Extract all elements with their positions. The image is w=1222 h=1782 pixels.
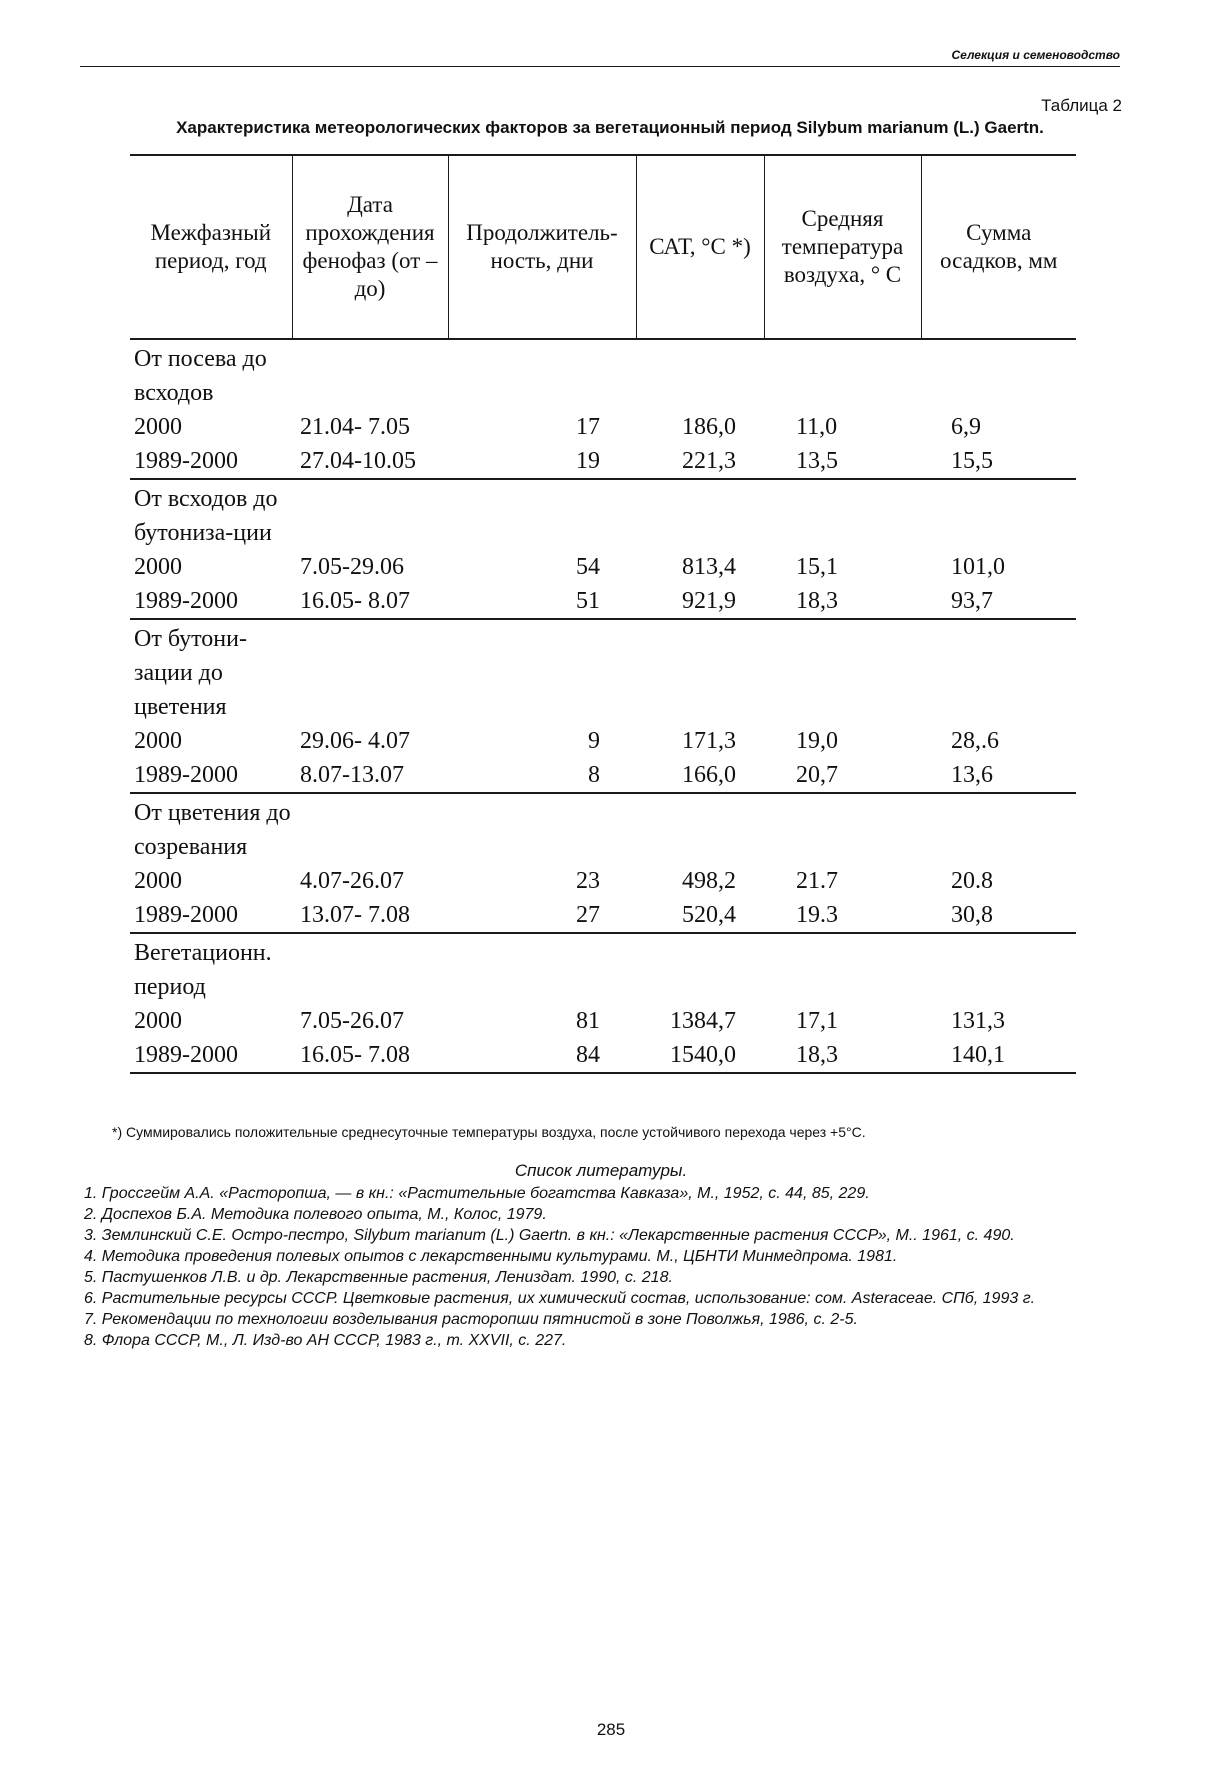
duration-cell: 19 bbox=[448, 444, 636, 479]
phase-row bbox=[130, 339, 1076, 410]
phase-row bbox=[130, 619, 1076, 724]
period-cell: 1989-2000 bbox=[130, 1038, 292, 1073]
duration-cell: 84 bbox=[448, 1038, 636, 1073]
temperature-cell: 19,0 bbox=[796, 728, 838, 754]
table-row bbox=[130, 1004, 1076, 1038]
empty-cell bbox=[636, 933, 764, 1004]
table-title: Характеристика метеорологических факторов за вегетационный период Silybum marianum (L.) Gaertn. bbox=[176, 118, 1044, 137]
precipitation-cell: 6,9 bbox=[951, 414, 981, 440]
phase-row bbox=[130, 793, 1076, 864]
dates-cell: 7.05-26.07 bbox=[300, 1008, 404, 1034]
table-header-row bbox=[130, 155, 1076, 339]
sat-cell: 498,2 bbox=[682, 868, 736, 894]
table-row bbox=[130, 724, 1076, 758]
column-header: Дата прохождения фенофаз (от – до) bbox=[292, 155, 448, 339]
precipitation-cell: 140,1 bbox=[921, 1038, 1076, 1073]
column-header: Межфазный период, год bbox=[130, 155, 292, 339]
column-header: САТ, °С *) bbox=[636, 155, 764, 339]
empty-cell bbox=[764, 479, 921, 550]
empty-cell bbox=[636, 479, 764, 550]
temperature-cell: 13,5 bbox=[764, 444, 921, 479]
period-cell: 2000 bbox=[134, 868, 182, 894]
empty-cell bbox=[921, 793, 1076, 864]
dates-cell: 4.07-26.07 bbox=[300, 868, 404, 894]
sat-cell: 921,9 bbox=[636, 584, 764, 619]
dates-cell: 21.04- 7.05 bbox=[300, 414, 410, 440]
duration-cell: 27 bbox=[448, 898, 636, 933]
table-row bbox=[130, 864, 1076, 898]
temperature-cell: 19.3 bbox=[764, 898, 921, 933]
empty-cell bbox=[448, 793, 636, 864]
precipitation-cell: 131,3 bbox=[951, 1008, 1005, 1034]
precipitation-cell: 93,7 bbox=[921, 584, 1076, 619]
temperature-cell: 15,1 bbox=[796, 554, 838, 580]
column-header: Средняя температура воздуха, ° С bbox=[764, 155, 921, 339]
empty-cell bbox=[636, 619, 764, 724]
empty-cell bbox=[292, 339, 448, 410]
dates-cell: 16.05- 7.08 bbox=[292, 1038, 448, 1073]
empty-cell bbox=[921, 339, 1076, 410]
empty-cell bbox=[448, 339, 636, 410]
period-cell: 2000 bbox=[134, 728, 182, 754]
sat-cell: 1540,0 bbox=[636, 1038, 764, 1073]
temperature-cell: 18,3 bbox=[764, 584, 921, 619]
empty-cell bbox=[636, 793, 764, 864]
period-cell: 1989-2000 bbox=[130, 898, 292, 933]
table-label: Таблица 2 bbox=[1041, 96, 1122, 115]
reference-item: 6. Растительные ресурсы СССР. Цветковые растения, их химический состав, использование: сом. Asteraceae. СПб, 1993 г. bbox=[84, 1290, 1036, 1307]
temperature-cell: 21.7 bbox=[796, 868, 838, 894]
table-row bbox=[130, 1038, 1076, 1073]
precipitation-cell: 20.8 bbox=[951, 868, 993, 894]
running-title: Селекция и семеноводство bbox=[951, 48, 1120, 62]
phase-label: От всходов до бутониза-ции bbox=[134, 486, 278, 546]
references-list bbox=[84, 1183, 1118, 1351]
empty-cell bbox=[448, 933, 636, 1004]
empty-cell bbox=[921, 933, 1076, 1004]
phase-row bbox=[130, 479, 1076, 550]
table-body bbox=[130, 339, 1076, 1073]
empty-cell bbox=[448, 619, 636, 724]
duration-cell: 51 bbox=[448, 584, 636, 619]
period-cell: 1989-2000 bbox=[130, 444, 292, 479]
precipitation-cell: 30,8 bbox=[921, 898, 1076, 933]
column-header: Сумма осадков, мм bbox=[921, 155, 1076, 339]
reference-item: 1. Гроссгейм А.А. «Расторопша, — в кн.: «Растительные богатства Кавказа», М., 1952, с. 44, 85, 229. bbox=[84, 1185, 870, 1202]
duration-cell: 23 bbox=[576, 868, 600, 894]
precipitation-cell: 28,.6 bbox=[951, 728, 999, 754]
sat-cell: 1384,7 bbox=[670, 1008, 736, 1034]
sat-cell: 520,4 bbox=[636, 898, 764, 933]
dates-cell: 13.07- 7.08 bbox=[292, 898, 448, 933]
meteorology-table bbox=[130, 154, 1076, 1074]
sat-cell: 813,4 bbox=[682, 554, 736, 580]
column-header: Продолжитель-ность, дни bbox=[448, 155, 636, 339]
table-row bbox=[130, 550, 1076, 584]
references-title: Список литературы. bbox=[514, 1161, 688, 1180]
duration-cell: 81 bbox=[576, 1008, 600, 1034]
empty-cell bbox=[764, 793, 921, 864]
empty-cell bbox=[764, 339, 921, 410]
reference-item: 8. Флора СССР, М., Л. Изд-во АН СССР, 1983 г., т. XXVII, с. 227. bbox=[84, 1332, 567, 1349]
reference-item: 3. Землинский С.Е. Остро-пестро, Silybum marianum (L.) Gaertn. в кн.: «Лекарственные растения СССР», М.. 1961, с. 490. bbox=[84, 1227, 1015, 1244]
table-row bbox=[130, 758, 1076, 793]
table-row bbox=[130, 410, 1076, 444]
duration-cell: 17 bbox=[576, 414, 600, 440]
phase-label: От цветения до созревания bbox=[134, 800, 291, 860]
empty-cell bbox=[292, 933, 448, 1004]
empty-cell bbox=[921, 479, 1076, 550]
reference-item: 2. Доспехов Б.А. Методика полевого опыта, М., Колос, 1979. bbox=[84, 1206, 547, 1223]
reference-item: 4. Методика проведения полевых опытов с лекарственными культурами. М., ЦБНТИ Минмедпрома. 1981. bbox=[84, 1248, 898, 1265]
duration-cell: 9 bbox=[588, 728, 600, 754]
duration-cell: 54 bbox=[576, 554, 600, 580]
temperature-cell: 20,7 bbox=[764, 758, 921, 793]
table-row bbox=[130, 898, 1076, 933]
period-cell: 2000 bbox=[134, 554, 182, 580]
running-header bbox=[80, 48, 1120, 67]
precipitation-cell: 15,5 bbox=[921, 444, 1076, 479]
period-cell: 2000 bbox=[134, 1008, 182, 1034]
table-row bbox=[130, 444, 1076, 479]
sat-cell: 186,0 bbox=[682, 414, 736, 440]
empty-cell bbox=[292, 619, 448, 724]
phase-label: От посева до всходов bbox=[134, 346, 267, 406]
phase-label: От бутони-зации до цветения bbox=[134, 626, 247, 720]
phase-label: Вегетационн. период bbox=[134, 940, 272, 1000]
table-footnote: *) Суммировались положительные среднесуточные температуры воздуха, после устойчивого перехода через +5°С. bbox=[112, 1124, 866, 1140]
temperature-cell: 11,0 bbox=[796, 414, 838, 440]
dates-cell: 27.04-10.05 bbox=[292, 444, 448, 479]
period-cell: 1989-2000 bbox=[130, 584, 292, 619]
empty-cell bbox=[636, 339, 764, 410]
period-cell: 1989-2000 bbox=[130, 758, 292, 793]
sat-cell: 171,3 bbox=[682, 728, 736, 754]
period-cell: 2000 bbox=[134, 414, 182, 440]
references bbox=[84, 1160, 1118, 1351]
reference-item: 7. Рекомендации по технологии возделывания расторопши пятнистой в зоне Поволжья, 1986, с. 2-5. bbox=[84, 1311, 858, 1328]
empty-cell bbox=[292, 793, 448, 864]
precipitation-cell: 101,0 bbox=[951, 554, 1005, 580]
empty-cell bbox=[764, 933, 921, 1004]
table-row bbox=[130, 584, 1076, 619]
empty-cell bbox=[448, 479, 636, 550]
temperature-cell: 17,1 bbox=[796, 1008, 838, 1034]
sat-cell: 166,0 bbox=[636, 758, 764, 793]
dates-cell: 29.06- 4.07 bbox=[300, 728, 410, 754]
empty-cell bbox=[921, 619, 1076, 724]
precipitation-cell: 13,6 bbox=[921, 758, 1076, 793]
sat-cell: 221,3 bbox=[636, 444, 764, 479]
dates-cell: 8.07-13.07 bbox=[292, 758, 448, 793]
reference-item: 5. Пастушенков Л.В. и др. Лекарственные растения, Лениздат. 1990, с. 218. bbox=[84, 1269, 673, 1286]
phase-row bbox=[130, 933, 1076, 1004]
empty-cell bbox=[764, 619, 921, 724]
dates-cell: 16.05- 8.07 bbox=[292, 584, 448, 619]
page-number: 285 bbox=[596, 1720, 626, 1739]
duration-cell: 8 bbox=[448, 758, 636, 793]
temperature-cell: 18,3 bbox=[764, 1038, 921, 1073]
dates-cell: 7.05-29.06 bbox=[300, 554, 404, 580]
empty-cell bbox=[292, 479, 448, 550]
